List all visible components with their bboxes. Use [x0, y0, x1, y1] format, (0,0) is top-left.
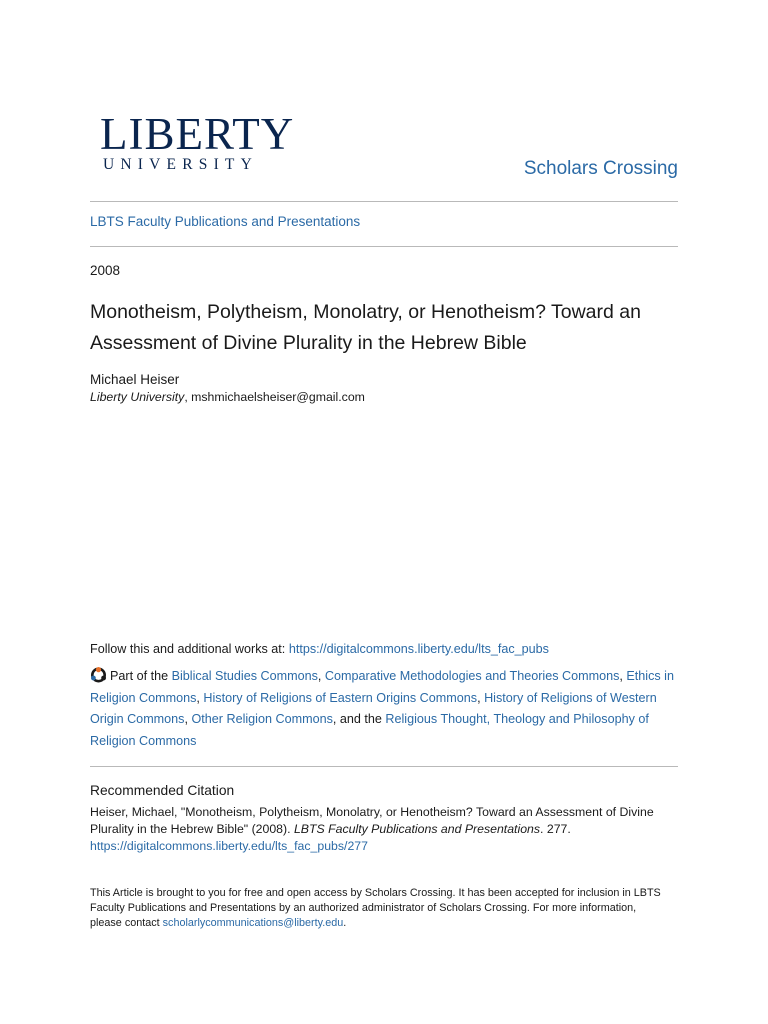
access-statement-end: . [343, 916, 347, 929]
author-affiliation [90, 390, 365, 404]
discipline-link[interactable]: History of Religions of Western Origin Commons [90, 690, 657, 726]
scholars-crossing-link[interactable]: Scholars Crossing [523, 158, 678, 179]
recommended-citation [90, 804, 680, 855]
access-statement-text: This Article is brought to you for free and open access by Scholars Crossing. It has been accepted for inclusion in LBTS Faculty Publications and Presentations by an authorized administrator of Scholars Crossing. For more information, please contact [90, 887, 661, 929]
citation-number: . 277. [540, 822, 571, 836]
citation-series: LBTS Faculty Publications and Presentations [293, 822, 541, 836]
logo-subtitle: UNIVERSITY [103, 156, 258, 173]
list-separator: , [196, 690, 204, 705]
discipline-link[interactable]: Ethics in Religion Commons [90, 669, 674, 705]
liberty-university-logo [100, 109, 295, 174]
list-separator: , [317, 669, 325, 683]
series-link[interactable]: LBTS Faculty Publications and Presentations [90, 214, 361, 229]
follow-label: Follow this and additional works at: [90, 642, 289, 656]
divider [90, 766, 678, 767]
discipline-link[interactable]: History of Religions of Eastern Origins Commons [203, 690, 478, 705]
collection-url-link[interactable]: https://digitalcommons.liberty.edu/lts_fac_pubs [288, 642, 549, 656]
publication-year: 2008 [90, 263, 121, 278]
follow-line [90, 642, 549, 656]
part-of-prefix: Part of the [110, 669, 172, 683]
author-name: Michael Heiser [90, 372, 180, 387]
contact-email-link[interactable]: scholarlycommunications@liberty.edu [162, 916, 344, 929]
divider [90, 246, 678, 247]
citation-heading: Recommended Citation [90, 783, 235, 798]
commons-network-icon [90, 667, 107, 683]
article-title: Monotheism, Polytheism, Monolatry, or Henotheism? Toward an Assessment of Divine Plurality in the Hebrew Bible [90, 301, 641, 354]
part-of-disciplines [90, 666, 680, 752]
discipline-link[interactable]: Biblical Studies Commons [171, 669, 318, 683]
author-email: mshmichaelsheiser@gmail.com [191, 390, 365, 404]
divider [90, 201, 678, 202]
list-and-the: , and the [332, 712, 386, 726]
citation-url-link[interactable]: https://digitalcommons.liberty.edu/lts_fac_pubs/277 [90, 839, 368, 853]
discipline-link[interactable]: Other Religion Commons [191, 712, 333, 726]
logo-wordmark: LIBERTY [100, 109, 295, 159]
affiliation-separator: , [184, 390, 192, 404]
discipline-link[interactable]: Religious Thought, Theology and Philosophy of Religion Commons [90, 712, 649, 748]
list-separator: , [619, 669, 627, 683]
citation-text: Heiser, Michael, "Monotheism, Polytheism, Monolatry, or Henotheism? Toward an Assessment of Divine Plurality in the Hebrew Bible" (2008). [90, 805, 654, 836]
list-separator: , [184, 712, 192, 726]
affiliation-name: Liberty University [90, 390, 185, 404]
discipline-link[interactable]: Comparative Methodologies and Theories Commons [324, 669, 620, 683]
access-statement [90, 886, 670, 930]
list-separator: , [477, 690, 485, 705]
